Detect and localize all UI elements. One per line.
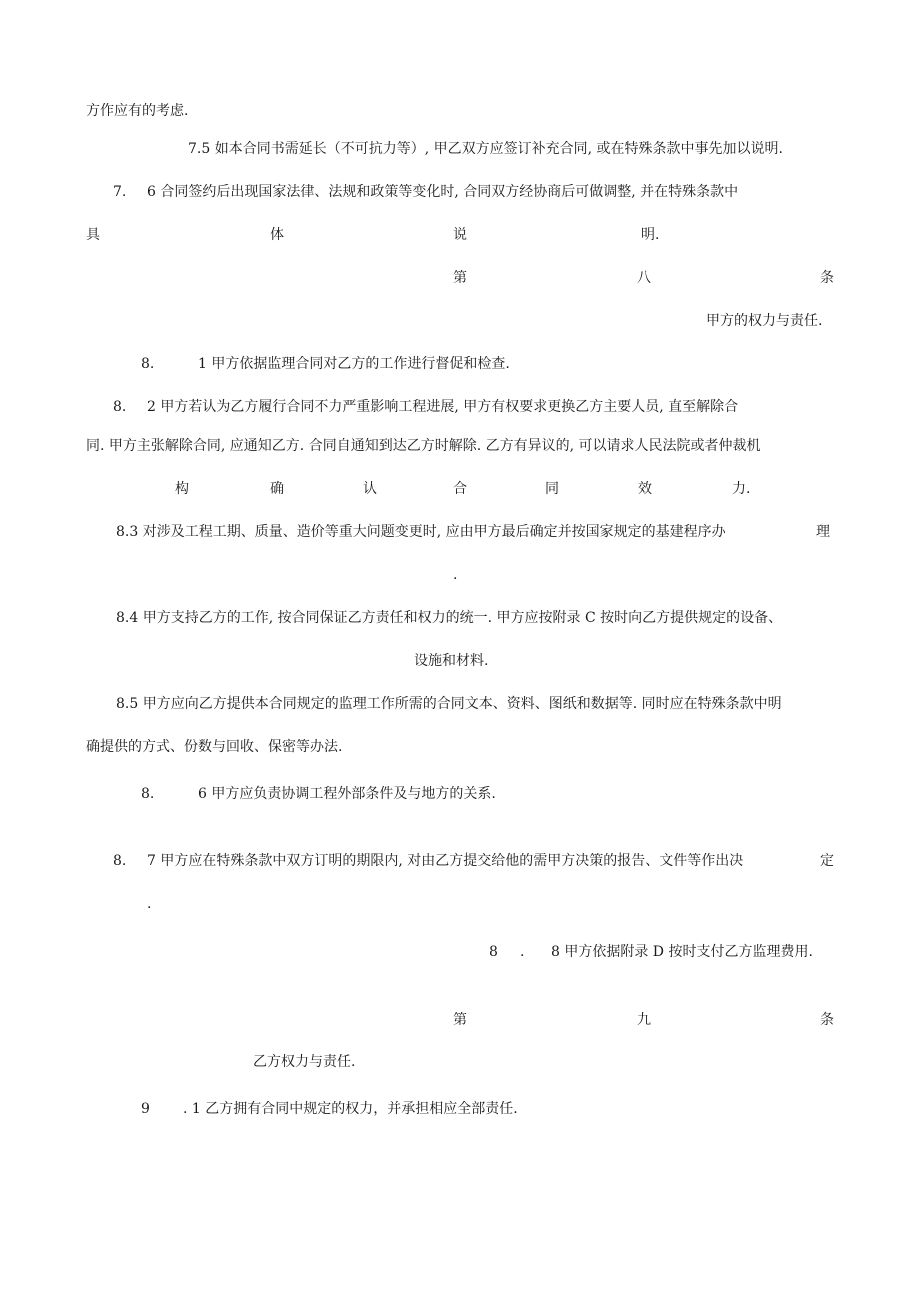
clause-8-7: 7 甲方应在特殊条款中双方订明的期限内, 对由乙方提交给他的需甲方决策的报告、文件等作出决 [147,853,744,869]
spread-char: 说 [453,227,467,243]
spread-char: 认 [363,481,377,497]
clause-8-3-end: 理 [816,524,830,540]
spread-char: 体 [270,227,284,243]
clause-number: 7. [113,184,127,200]
clause-8-7-dot: . [147,896,152,912]
clause-8-2-cont: 同. 甲方主张解除合同, 应通知乙方. 合同自通知到达乙方时解除. 乙方有异议的, 可以请求人民法院或者仲裁机 [86,438,761,454]
spread-char: 明. [641,227,660,243]
clause-number: 9 [141,1101,150,1117]
spread-char: 确 [270,481,284,497]
clause-number: 8. [113,399,127,415]
clause-9-1: . 1 乙方拥有合同中规定的权力，并承担相应全部责任. [183,1101,518,1117]
clause-8-8: 8 甲方依据附录 D 按时支付乙方监理费用. [551,944,813,960]
article-8-heading: 八 [637,270,651,286]
clause-number-dot: . [520,944,525,960]
clause-7-5: 7.5 如本合同书需延长（不可抗力等）, 甲乙双方应签订补充合同, 或在特殊条款中事先加以说明. [188,141,783,157]
clause-number: 8 [489,944,498,960]
clause-number: 8. [141,356,155,372]
article-8-heading: 条 [820,270,834,286]
clause-8-7-end: 定 [820,853,834,869]
clause-number: 8. [113,853,127,869]
clause-8-5: 8.5 甲方应向乙方提供本合同规定的监理工作所需的合同文本、资料、图纸和数据等. 同时应在特殊条款中明 [116,696,782,712]
clause-8-4: 8.4 甲方支持乙方的工作, 按合同保证乙方责任和权力的统一. 甲方应按附录 C 按时向乙方提供规定的设备、 [116,610,783,626]
clause-8-2: 2 甲方若认为乙方履行合同不力严重影响工程进展, 甲方有权要求更换乙方主要人员, 直至解除合 [147,399,739,415]
spread-char: 同 [545,481,559,497]
clause-number: 8. [141,786,155,802]
spread-char: 合 [453,481,467,497]
article-8-heading: 第 [453,270,467,286]
article-9-heading: 第 [453,1012,467,1028]
article-8-title: 甲方的权力与责任. [706,313,823,329]
article-9-heading: 条 [820,1012,834,1028]
clause-8-4-cont: 设施和材料. [414,653,489,669]
spread-char: 具 [86,227,100,243]
clause-8-6: 6 甲方应负责协调工程外部条件及与地方的关系. [198,786,496,802]
clause-7-6: 6 合同签约后出现国家法律、法规和政策等变化时, 合同双方经协商后可做调整, 并在特殊条款中 [147,184,739,200]
spread-char: 构 [175,481,189,497]
article-9-heading: 九 [637,1012,651,1028]
text-line: 方作应有的考虑. [86,103,189,119]
clause-8-1: 1 甲方依据监理合同对乙方的工作进行督促和检查. [198,356,510,372]
spread-char: 效 [638,481,652,497]
article-9-title: 乙方权力与责任. [253,1054,356,1070]
clause-8-5-cont: 确提供的方式、份数与回收、保密等办法. [86,739,343,755]
clause-8-3-dot: . [453,567,458,583]
spread-char: 力. [732,481,751,497]
clause-8-3: 8.3 对涉及工程工期、质量、造价等重大问题变更时, 应由甲方最后确定并按国家规定的基建程序办 [116,524,726,540]
